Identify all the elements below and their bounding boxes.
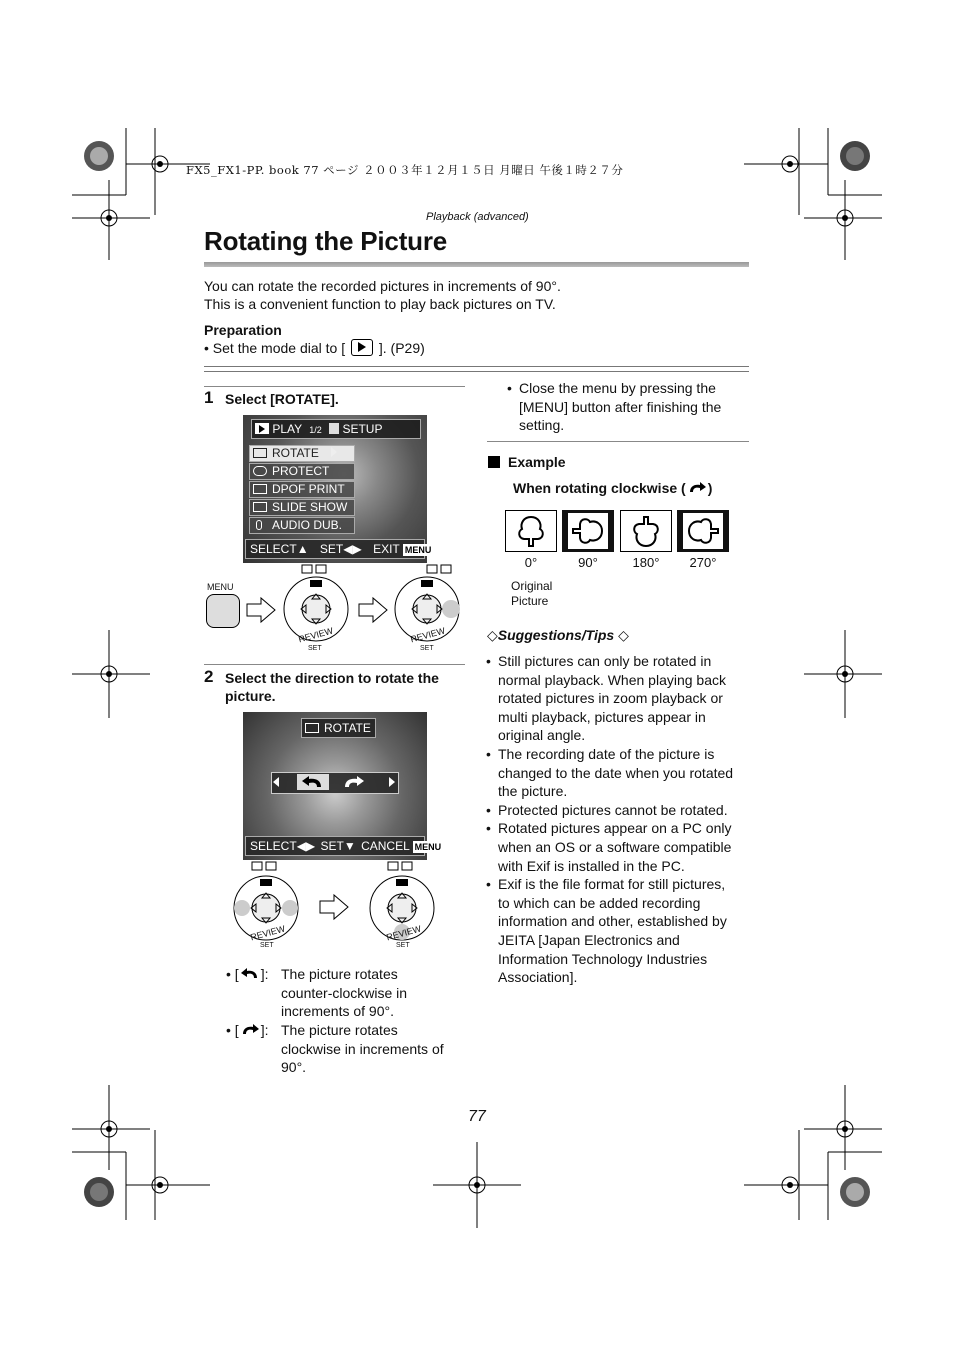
bullet-prefix: • [ bbox=[226, 1022, 239, 1038]
tip-line: changed to the date when you rotated bbox=[498, 764, 734, 781]
step2-number: 2 bbox=[204, 667, 214, 686]
bullet-line: The picture rotates bbox=[281, 966, 398, 982]
example-square-icon bbox=[488, 456, 500, 468]
down-arrow-icon: ▼ bbox=[343, 839, 356, 853]
arrow-right-icon bbox=[245, 596, 277, 624]
bullet-line: increments of 90°. bbox=[281, 1003, 394, 1020]
menu-item-label: SLIDE SHOW bbox=[272, 500, 348, 514]
tip-line: multi playback, pictures appear in bbox=[498, 708, 706, 725]
diamond-icon: ◇ bbox=[618, 627, 629, 643]
clockwise-icon bbox=[686, 481, 708, 493]
dial-review-label: REVIEW bbox=[385, 923, 423, 943]
rotate-direction-screen bbox=[243, 712, 442, 860]
page-title: Rotating the Picture bbox=[204, 226, 448, 256]
bar-select-label: SELECT bbox=[250, 839, 297, 853]
menu-item-protect[interactable] bbox=[249, 463, 355, 480]
tip-line: • The recording date of the picture is bbox=[498, 745, 715, 762]
degree-label-180: 180° bbox=[632, 555, 660, 570]
tip-line: • Rotated pictures appear on a PC only bbox=[498, 820, 732, 837]
setup-tab[interactable]: SETUP bbox=[342, 422, 383, 436]
section-tag: Playback (advanced) bbox=[426, 211, 529, 223]
tip-line: original angle. bbox=[498, 727, 586, 744]
menu-item-label: ROTATE bbox=[272, 446, 319, 460]
tip-item bbox=[486, 745, 748, 801]
control-dial-4 bbox=[366, 860, 442, 952]
key-icon bbox=[253, 466, 267, 476]
double-rule bbox=[204, 366, 749, 372]
tree-icon bbox=[506, 511, 556, 551]
menu-item-slide-show[interactable] bbox=[249, 499, 355, 516]
rotate-icon bbox=[253, 448, 267, 458]
bullet-suffix: ]: bbox=[260, 966, 269, 982]
intro-line-2: This is a convenient function to play back pictures on TV. bbox=[204, 296, 556, 312]
preparation-text-before: • Set the mode dial to [ bbox=[204, 340, 346, 356]
note-line: • Close the menu by pressing the bbox=[519, 380, 716, 396]
book-header: FX5_FX1-PP. book 77 ページ ２００３年１２月１５日 月曜日 午後１時２７分 bbox=[186, 163, 624, 177]
bullet-line: counter-clockwise in bbox=[281, 984, 408, 1001]
rotate-menu-screen bbox=[243, 415, 432, 563]
bar-exit-label: EXIT bbox=[373, 542, 400, 556]
bullet-line: 90°. bbox=[281, 1059, 307, 1076]
tip-line: • Still pictures can only be rotated in bbox=[498, 653, 712, 669]
print-icon bbox=[253, 484, 267, 494]
selector-right-arrow-icon[interactable] bbox=[389, 777, 395, 787]
step1-text: Select [ROTATE]. bbox=[225, 391, 339, 407]
arrow-right-icon bbox=[357, 596, 389, 624]
bar-set-label: SET bbox=[319, 542, 344, 556]
lcd-bottom-bar bbox=[245, 836, 442, 856]
menu-badge: MENU bbox=[414, 841, 442, 852]
list-item bbox=[226, 965, 466, 1021]
step2-text-line-2: picture. bbox=[225, 688, 276, 704]
page-number: 77 bbox=[468, 1108, 486, 1125]
clockwise-icon bbox=[337, 774, 369, 790]
menu-button[interactable] bbox=[206, 594, 240, 628]
note-line: setting. bbox=[519, 417, 565, 434]
step1-number: 1 bbox=[204, 388, 214, 407]
lcd-bottom-bar bbox=[245, 539, 432, 559]
tip-line: JEITA [Japan Electronics and bbox=[498, 931, 680, 948]
tip-line: • Protected pictures cannot be rotated. bbox=[498, 801, 728, 818]
tip-line: to which can be added recording bbox=[498, 894, 701, 911]
bar-set-label: SET bbox=[320, 839, 344, 853]
arrow-right-icon bbox=[318, 893, 350, 921]
example-270-degree bbox=[677, 510, 729, 552]
bar-select-label: SELECT bbox=[250, 542, 297, 556]
tip-item bbox=[486, 801, 748, 820]
rotation-bullets bbox=[226, 965, 466, 1077]
bullet-line: clockwise in increments of bbox=[281, 1040, 444, 1057]
example-90-degree bbox=[562, 510, 614, 552]
bullet-text bbox=[281, 965, 471, 1021]
menu-tabs bbox=[251, 419, 421, 439]
control-dial-2 bbox=[391, 563, 467, 655]
step2-text-line-1: Select the direction to rotate the bbox=[225, 670, 439, 686]
menu-item-label: PROTECT bbox=[272, 464, 330, 478]
example-rule bbox=[487, 441, 749, 442]
up-down-arrows-icon: ▲ bbox=[296, 542, 309, 556]
rotate-selector bbox=[271, 772, 399, 794]
tip-item bbox=[486, 819, 748, 875]
dial-set-label: SET bbox=[260, 942, 274, 949]
tip-item bbox=[486, 875, 748, 987]
submenu-arrow-icon bbox=[331, 447, 337, 457]
diamond-icon: ◇ bbox=[487, 627, 498, 643]
preparation-heading: Preparation bbox=[204, 322, 282, 338]
tree-icon bbox=[562, 510, 614, 552]
original-label-line: Picture bbox=[511, 594, 549, 608]
example-heading: Example bbox=[508, 454, 566, 470]
menu-item-audio-dub[interactable] bbox=[249, 517, 355, 534]
rotate-title bbox=[301, 718, 376, 738]
menu-item-label: AUDIO DUB. bbox=[272, 518, 343, 532]
control-dial-3 bbox=[230, 860, 306, 952]
tip-item bbox=[486, 652, 748, 745]
bullet-prefix: • [ bbox=[226, 966, 239, 982]
degree-label-90: 90° bbox=[578, 555, 598, 570]
original-picture-label bbox=[511, 579, 552, 609]
menu-item-dpof-print[interactable] bbox=[249, 481, 355, 498]
page-indicator: 1/2 bbox=[309, 425, 322, 435]
tip-line: rotated pictures in zoom playback or bbox=[498, 690, 723, 707]
bullet-text bbox=[281, 1021, 471, 1077]
play-tab[interactable]: PLAY bbox=[272, 422, 302, 436]
step2-rule bbox=[204, 664, 465, 665]
list-item bbox=[507, 379, 747, 435]
rotate-title-label: ROTATE bbox=[324, 721, 371, 735]
dial-review-label: REVIEW bbox=[409, 625, 447, 645]
dial-set-label: SET bbox=[420, 645, 434, 652]
original-label-line: Original bbox=[511, 579, 553, 593]
title-underline bbox=[204, 262, 749, 267]
close-menu-note bbox=[507, 379, 747, 435]
selector-left-arrow-icon[interactable] bbox=[273, 777, 279, 787]
dial-review-label: REVIEW bbox=[297, 625, 335, 645]
microphone-icon bbox=[256, 520, 262, 530]
clockwise-icon bbox=[239, 1023, 261, 1035]
preparation-text-after: ]. (P29) bbox=[378, 340, 425, 356]
preparation-text bbox=[204, 339, 425, 358]
tips-list bbox=[486, 652, 748, 987]
tip-line: with Exif is installed in the PC. bbox=[498, 857, 685, 874]
tip-line: • Exif is the file format for still pictures, bbox=[498, 876, 726, 893]
playback-mode-icon bbox=[351, 339, 373, 356]
tip-line: information and other, established by bbox=[498, 913, 727, 930]
rotate-icon bbox=[305, 723, 319, 733]
tree-icon bbox=[677, 510, 729, 552]
control-dial-1 bbox=[280, 563, 356, 655]
tip-line: the picture. bbox=[498, 783, 568, 800]
counter-clockwise-option[interactable] bbox=[297, 774, 329, 790]
setup-tab-icon bbox=[329, 423, 339, 434]
counter-clockwise-icon bbox=[239, 967, 261, 979]
tip-line: when an OS or a software compatible bbox=[498, 838, 732, 855]
menu-button-label: MENU bbox=[207, 582, 234, 592]
dial-review-label: REVIEW bbox=[249, 923, 287, 943]
example-sub-end: ) bbox=[707, 480, 713, 496]
note-line: [MENU] button after finishing the bbox=[519, 398, 722, 415]
tip-line: normal playback. When playing back bbox=[498, 671, 727, 688]
clockwise-option[interactable] bbox=[337, 774, 369, 790]
bullet-suffix: ]: bbox=[260, 1022, 269, 1038]
intro-line-1: You can rotate the recorded pictures in increments of 90°. bbox=[204, 278, 561, 294]
example-0-degree bbox=[505, 510, 557, 552]
bullet-line: The picture rotates bbox=[281, 1022, 398, 1038]
step1-rule bbox=[204, 386, 465, 387]
left-right-arrows-icon: ◀▶ bbox=[296, 839, 316, 853]
tips-heading bbox=[487, 626, 629, 645]
list-item bbox=[226, 1021, 466, 1077]
bar-cancel-label: CANCEL bbox=[361, 839, 410, 853]
example-sub-text: When rotating clockwise ( bbox=[513, 480, 686, 496]
dial-set-label: SET bbox=[396, 942, 410, 949]
left-right-arrows-icon: ◀▶ bbox=[343, 542, 362, 556]
degree-label-0: 0° bbox=[524, 555, 538, 570]
slideshow-icon bbox=[253, 502, 267, 512]
degree-label-270: 270° bbox=[689, 555, 717, 570]
menu-badge: MENU bbox=[404, 544, 432, 555]
counter-clockwise-icon bbox=[297, 774, 329, 790]
tip-line: Association]. bbox=[498, 969, 578, 986]
tip-line: Information Technology Industries bbox=[498, 950, 708, 967]
tree-icon bbox=[621, 511, 671, 551]
menu-item-label: DPOF PRINT bbox=[272, 482, 345, 496]
example-180-degree bbox=[620, 510, 672, 552]
dial-set-label: SET bbox=[308, 645, 322, 652]
menu-item-rotate[interactable] bbox=[249, 445, 355, 462]
tips-heading-text: Suggestions/Tips bbox=[497, 627, 615, 643]
example-subheading bbox=[513, 479, 712, 498]
play-tab-icon bbox=[255, 423, 269, 434]
